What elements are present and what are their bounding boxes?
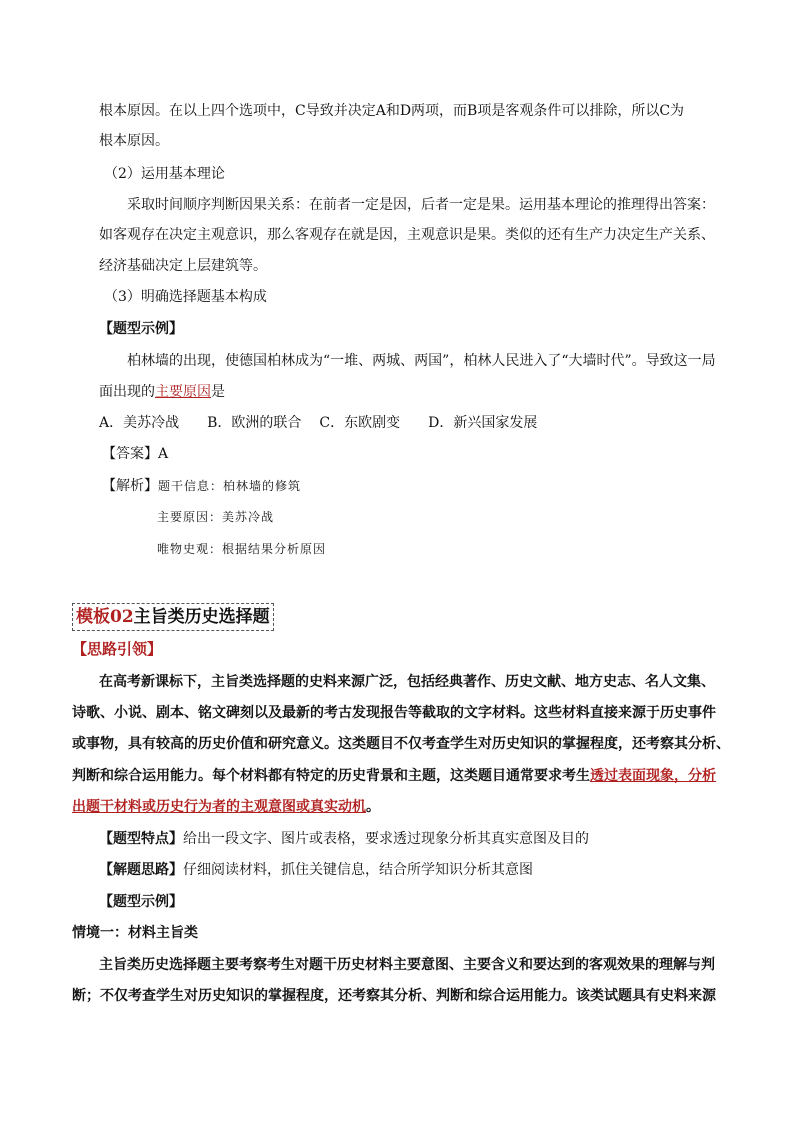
- analysis-label: 【解析】: [102, 478, 158, 494]
- paragraph-line: 判断和综合运用能力。每个材料都有特定的历史背景和主题，这类题目通常要求考生透过表面现象，分析: [72, 768, 716, 784]
- answer-options: [99, 413, 537, 433]
- answer-line: 【答案】A: [102, 446, 169, 462]
- option-b: B．欧洲的联合: [207, 415, 302, 431]
- paragraph-line: 采取时间顺序判断因果关系：在前者一定是因，后者一定是果。运用基本理论的推理得出答案：: [127, 197, 715, 213]
- paragraph-line: 或事物，具有较高的历史价值和研究意义。这类题目不仅考查学生对历史知识的掌握程度，还考察其分析、: [72, 736, 730, 752]
- list-item-heading: （3）明确选择题基本构成: [104, 289, 267, 305]
- paragraph-line: 在高考新课标下，主旨类选择题的史料来源广泛，包括经典著作、历史文献、地方史志、名人文集、: [99, 674, 715, 690]
- analysis-line: 唯物史观：根据结果分析原因: [157, 542, 327, 556]
- paragraph-line: 根本原因。: [99, 133, 169, 149]
- option-c: C．东欧剧变: [319, 415, 401, 431]
- key-phrase: 主要原因: [155, 384, 211, 400]
- analysis-line: 【解析】题干信息：柏林墙的修筑: [102, 478, 302, 494]
- approach-line: 【解题思路】仔细阅读材料，抓住关键信息，结合所学知识分析其意图: [99, 862, 533, 878]
- option-d: D．新兴国家发展: [428, 415, 538, 431]
- paragraph-line: 根本原因。在以上四个选项中，C导致并决定A和D两项，而B项是客观条件可以排除，所以C为: [99, 103, 685, 119]
- paragraph-line: 经济基础决定上层建筑等。: [99, 258, 267, 274]
- paragraph-line: 出题干材料或历史行为者的主观意图或真实动机。: [72, 799, 380, 815]
- option-a: A．美苏冷战: [99, 415, 180, 431]
- list-item-heading: （2）运用基本理论: [104, 166, 225, 182]
- example-label: 【题型示例】: [99, 894, 183, 910]
- paragraph-line: 诗歌、小说、剧本、铭文碑刻以及最新的考古发现报告等截取的文字材料。这些材料直接来源于历史事件: [72, 705, 716, 721]
- feature-line: 【题型特点】给出一段文字、图片或表格，要求透过现象分析其真实意图及目的: [99, 831, 589, 847]
- paragraph-line: 断；不仅考查学生对历史知识的掌握程度，还考察其分析、判断和综合运用能力。该类试题具有史料来源: [72, 988, 716, 1004]
- key-phrase: 出题干材料或历史行为者的主观意图或真实动机: [72, 799, 366, 815]
- example-label: 【题型示例】: [99, 321, 183, 337]
- paragraph-line: 主旨类历史选择题主要考察考生对题干历史材料主要意图、主要含义和要达到的客观效果的理解与判: [99, 957, 715, 973]
- situation-heading: 情境一：材料主旨类: [72, 925, 198, 941]
- guide-label: 【思路引领】: [72, 640, 163, 658]
- paragraph-line: 如客观存在决定主观意识，那么客观存在就是因，主观意识是果。类似的还有生产力决定生产关系、: [99, 227, 715, 243]
- feature-label: 【题型特点】: [99, 831, 183, 847]
- question-text: 面出现的主要原因是: [99, 384, 225, 400]
- approach-label: 【解题思路】: [99, 862, 183, 878]
- analysis-line: 主要原因：美苏冷战: [157, 510, 275, 524]
- section-heading: 模板02主旨类历史选择题: [72, 603, 274, 631]
- key-phrase: 透过表面现象，分析: [590, 768, 716, 784]
- question-text: 柏林墙的出现，使德国柏林成为“一堆、两城、两国”，柏林人民进入了“大墙时代”。导致这一局: [127, 353, 716, 369]
